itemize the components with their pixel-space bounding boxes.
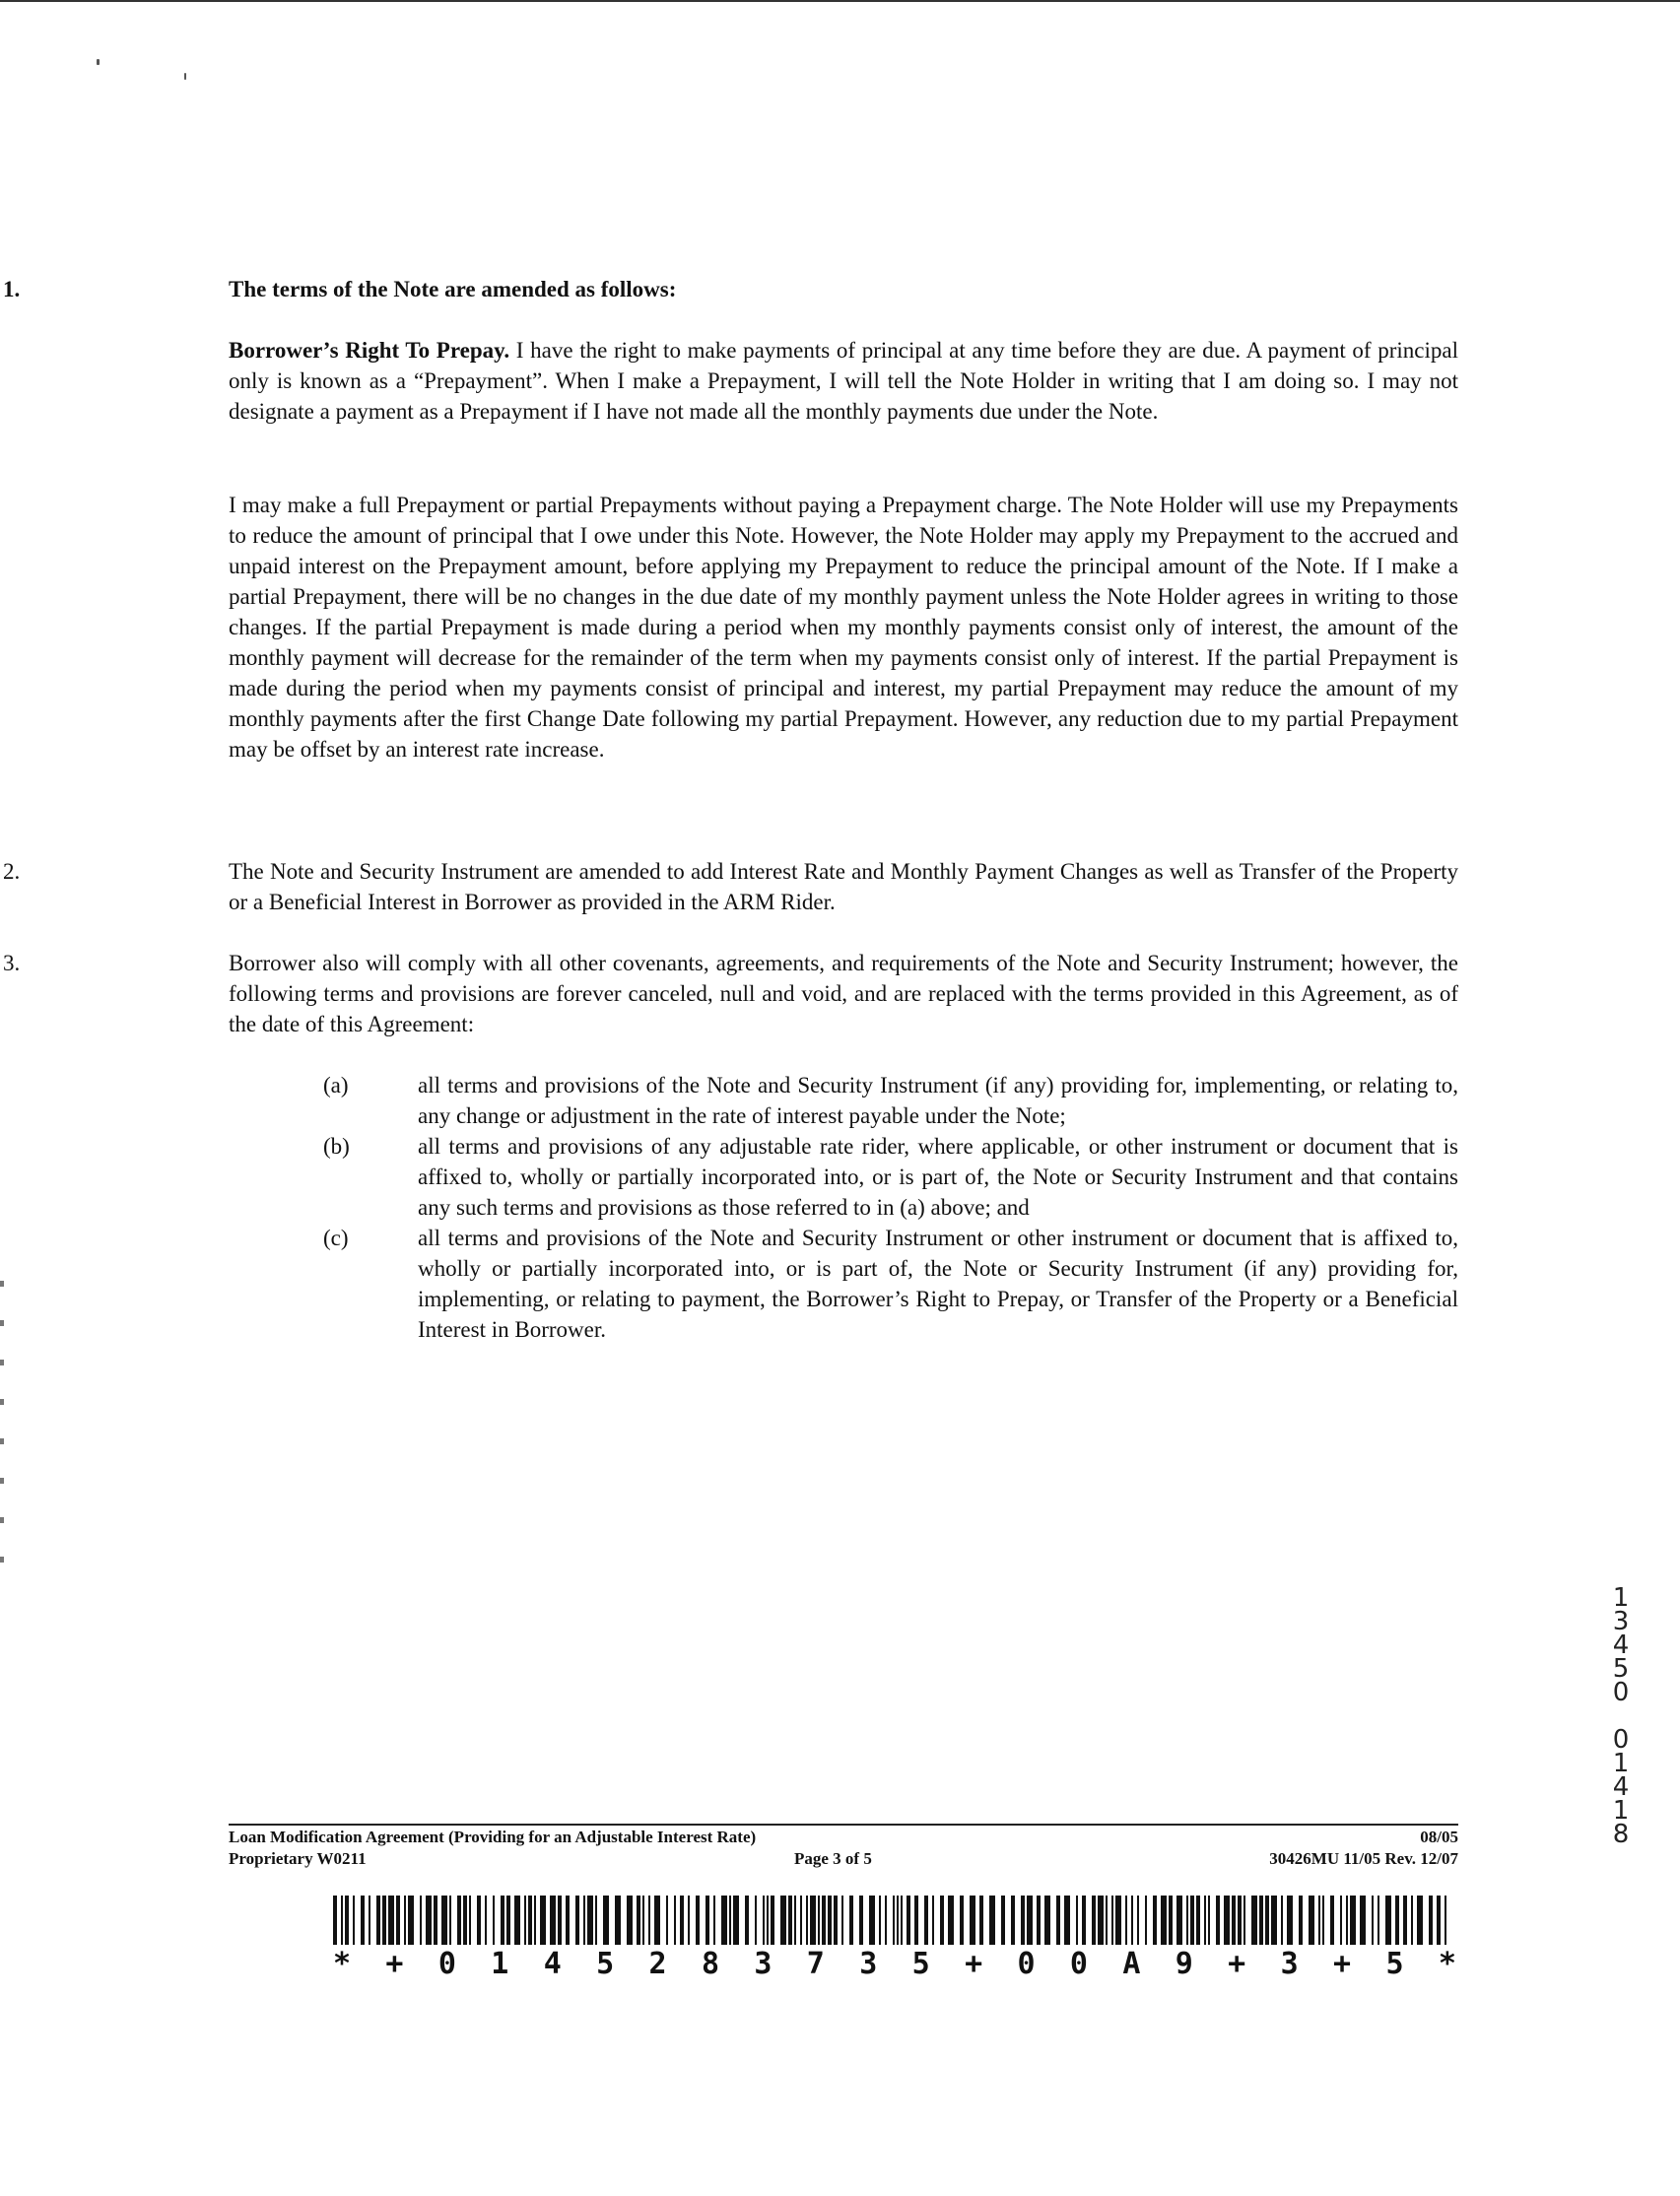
list-item-text: all terms and provisions of any adjustable rate rider, where applicable, or other instrument or document that is affixed to, wholly or partially incorporated into, or is part of, the Note or Security Instrument and that contains any such terms and provisions as those referred to in (a) above; and bbox=[418, 1134, 1458, 1220]
footer-rule bbox=[229, 1824, 1458, 1826]
barcode-char: 0 bbox=[1069, 1947, 1088, 1981]
section-2 bbox=[3, 856, 1458, 917]
scan-top-edge bbox=[0, 0, 1680, 2]
side-number-digit: 4 bbox=[1612, 1630, 1630, 1660]
list-item-text: all terms and provisions of the Note and Security Instrument (if any) providing for, implementing, or relating to, any change or adjustment in the rate of interest payable under the Note; bbox=[418, 1073, 1458, 1128]
side-number-digit: 1 bbox=[1612, 1583, 1630, 1613]
paragraph-lead: Borrower’s Right To Prepay. bbox=[229, 338, 510, 363]
list-item-label: (c) bbox=[323, 1226, 349, 1250]
barcode-char: 1 bbox=[491, 1947, 509, 1981]
barcode-char: 5 bbox=[1385, 1947, 1404, 1981]
barcode-char: * bbox=[1438, 1947, 1456, 1981]
barcode-char: 2 bbox=[648, 1947, 667, 1981]
barcode bbox=[333, 1896, 1456, 1945]
section-number: 3. bbox=[3, 951, 21, 975]
barcode-char: 8 bbox=[701, 1947, 720, 1981]
barcode-char: + bbox=[965, 1947, 983, 1981]
side-number-digit: 3 bbox=[1612, 1607, 1630, 1636]
barcode-char: 0 bbox=[437, 1947, 456, 1981]
list-item-c bbox=[323, 1223, 1458, 1345]
barcode-char: 5 bbox=[911, 1947, 930, 1981]
footer-row-2 bbox=[229, 1848, 1458, 1870]
side-number-digit: 4 bbox=[1612, 1772, 1630, 1802]
side-number-digit: 1 bbox=[1612, 1796, 1630, 1826]
barcode-char: 0 bbox=[1017, 1947, 1036, 1981]
side-stamp-number bbox=[1606, 1583, 1636, 1849]
section-number: 1. bbox=[3, 277, 21, 301]
barcode-text bbox=[333, 1947, 1456, 1981]
barcode-char: 3 bbox=[1280, 1947, 1299, 1981]
side-number-digit: 1 bbox=[1612, 1749, 1630, 1778]
barcode-space bbox=[1446, 1896, 1448, 1945]
barcode-char: 3 bbox=[754, 1947, 773, 1981]
barcode-char: + bbox=[385, 1947, 404, 1981]
list-item-label: (a) bbox=[323, 1073, 349, 1098]
list-item-a bbox=[323, 1070, 1458, 1131]
scan-speck bbox=[97, 59, 100, 65]
scan-speck bbox=[184, 73, 186, 80]
barcode-char: A bbox=[1122, 1947, 1141, 1981]
barcode-char: 4 bbox=[543, 1947, 562, 1981]
barcode-char: 9 bbox=[1175, 1947, 1193, 1981]
section-text: Borrower also will comply with all other covenants, agreements, and requirements of the Note and Security Instrument; however, the following terms and provisions are forever canceled, null and void, and are replaced with the terms provided in this Agreement, as of the date of this Agreement: bbox=[229, 951, 1458, 1036]
barcode-char: + bbox=[1333, 1947, 1352, 1981]
prepay-paragraph-1 bbox=[229, 335, 1458, 427]
section-3 bbox=[3, 948, 1458, 1039]
prepay-paragraph-2: I may make a full Prepayment or partial Prepayments without paying a Prepayment charge. The Note Holder will use my Prepayments to reduce the amount of principal that I owe under this Note. However, the Note Holder may apply my Prepayment to the accrued and unpaid interest on the Prepayment amount, before applying my Prepayment to reduce the principal amount of the Note. If I make a partial Prepayment, there will be no changes in the due date of my monthly payment unless the Note Holder agrees in writing to those changes. If the partial Prepayment is made during a period when my monthly payments consist only of interest, the amount of the monthly payment will decrease for the remainder of the term when my payments consist only of interest. If the partial Prepayment is made during the period when my payments consist of principal and interest, my partial Prepayment may reduce the amount of my monthly payments after the first Change Date following my partial Prepayment. However, any reduction due to my partial Prepayment may be offset by an interest rate increase. bbox=[229, 493, 1458, 762]
paragraph-text: I have the right to make payments of principal at any time before they are due. A payment of principal only is known as a “Prepayment”. When I make a Prepayment, I will tell the Note Holder in writing that I am doing so. I may not designate a payment as a Prepayment if I have not made all the monthly payments due under the Note. bbox=[229, 338, 1458, 424]
side-number-digit: 8 bbox=[1612, 1820, 1630, 1849]
form-code: 30426MU 11/05 Rev. 12/07 bbox=[1269, 1849, 1458, 1868]
page-number: Page 3 of 5 bbox=[794, 1849, 872, 1868]
footer-row-1 bbox=[229, 1827, 1458, 1848]
side-number-digit: 0 bbox=[1612, 1678, 1630, 1707]
list-item-text: all terms and provisions of the Note and Security Instrument or other instrument or document that is affixed to, wholly or partially incorporated into, or is part of, the Note or Security Instrument (if any) providing for, implementing, or relating to payment, the Borrower’s Right to Prepay, or Transfer of the Property or a Beneficial Interest in Borrower. bbox=[418, 1226, 1458, 1342]
barcode-char: 3 bbox=[859, 1947, 878, 1981]
form-title: Loan Modification Agreement (Providing for an Adjustable Interest Rate) bbox=[229, 1828, 757, 1846]
side-number-digit: 5 bbox=[1612, 1654, 1630, 1684]
barcode-char: 7 bbox=[806, 1947, 825, 1981]
list-item-label: (b) bbox=[323, 1134, 350, 1159]
section-1 bbox=[3, 274, 1458, 304]
scan-left-edge-marks bbox=[0, 1281, 4, 1576]
barcode-char: * bbox=[333, 1947, 352, 1981]
proprietary-code: Proprietary W0211 bbox=[229, 1849, 367, 1868]
barcode-char: 5 bbox=[596, 1947, 615, 1981]
list-item-b bbox=[323, 1131, 1458, 1223]
section-text: The Note and Security Instrument are amended to add Interest Rate and Monthly Payment Changes as well as Transfer of the Property or a Beneficial Interest in Borrower as provided in the ARM Rider. bbox=[229, 859, 1458, 914]
section-number: 2. bbox=[3, 859, 21, 884]
side-number-digit: 0 bbox=[1612, 1725, 1630, 1755]
form-date: 08/05 bbox=[1420, 1828, 1458, 1846]
section-heading: The terms of the Note are amended as follows: bbox=[229, 277, 677, 301]
barcode-char: + bbox=[1228, 1947, 1246, 1981]
